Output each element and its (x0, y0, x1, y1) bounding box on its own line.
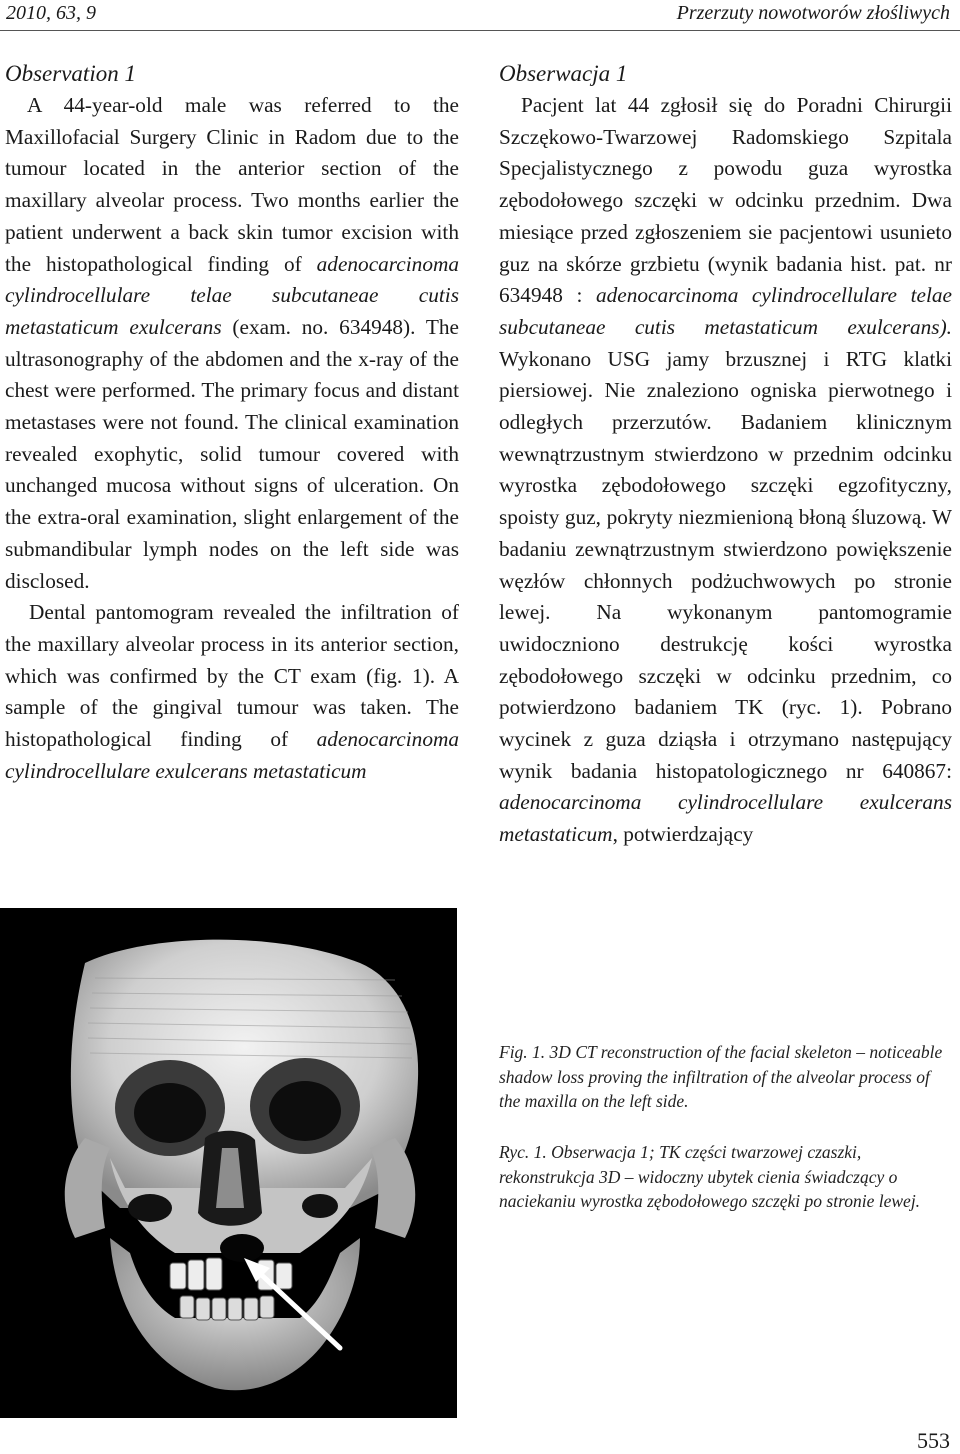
figure-caption-pl (499, 1140, 954, 1214)
paragraph-pl-1 (499, 90, 952, 851)
diagnosis-italic: adenocarcinoma cylindrocellulare exulcerans metastaticum (5, 727, 459, 783)
diagnosis-italic: adenocarcinoma cylindrocellulare telae subcutaneae cutis metastaticum exulcerans). (499, 283, 952, 339)
header-rule (0, 30, 960, 31)
text: (exam. no. 634948). The ultrasonography of the abdomen and the x-ray of the chest were performed. The primary focus and distant metastases were not found. The clinical examination revealed exophytic, solid tumour covered with unchanged mucosa without signs of ulceration. On the extra-oral examination, slight enlargement of the submandibular lymph nodes on the left side was disclosed. (5, 314, 459, 593)
caption-en: Fig. 1. 3D CT reconstruction of the facial skeleton – noticeable shadow loss proving the infiltration of the alveolar process of the maxilla on the left side. (499, 1042, 943, 1112)
caption-pl: Ryc. 1. Obserwacja 1; TK części twarzowej czaszki, rekonstrukcja 3D – widoczny ubytek cienia świadczący o naciekaniu wyrostka zębodołowego szczęki po stronie lewej. (499, 1142, 921, 1212)
section-heading-pl: Obserwacja 1 (499, 61, 628, 86)
diagnosis-italic: adenocarcinoma cylindrocellulare telae subcutaneae cutis metastaticum exulcerans (5, 251, 459, 339)
diagnosis-italic: adenocarcinoma cylindrocellulare exulcerans metastaticum (499, 790, 952, 847)
paragraph-en-2 (5, 597, 459, 787)
running-title: Przerzuty nowotworów złośliwych (676, 2, 950, 24)
text: Dental pantomogram revealed the infiltration of the maxillary alveolar process in its anterior section, which was confirmed by the CT exam (fig. 1). A sample of the gingival tumour was taken. The histopathological finding of (5, 600, 459, 752)
english-column (5, 58, 459, 787)
text: A 44-year-old male was referred to the Maxillofacial Surgery Clinic in Radom due to the tumour located in the anterior section of the maxillary alveolar process. Two months earlier the patient underwent a back skin tumor excision with the histopathological finding of (5, 93, 459, 276)
journal-citation: 2010, 63, 9 (6, 2, 96, 24)
skull-image (0, 908, 457, 1418)
running-header (0, 0, 960, 32)
figure-caption-en (499, 1040, 954, 1114)
text: Wykonano USG jamy brzusznej i RTG klatki piersiowej. Nie znaleziono ogniska pierwotnego i odległych przerzutów. Badaniem klinicznym wewnątrzustnym stwierdzono w przednim odcinku wyrostka zębodołowego szczęki egzofityczny, spoisty guz, pokryty niezmienioną błoną śluzową. W badaniu zewnątrzustnym stwierdzono powiększenie węzłów chłonnych podżuchwowych po stronie lewej. Na wykonanym pantomogramie uwidoczniono destrukcję kości wyrostka zębodołowego szczęki w odcinku przednim, co potwierdzono badaniem TK (ryc. 1). Pobrano wycinek z guza dziąsła i otrzymano następujący wynik badania histopatologicznego nr 640867: (499, 346, 952, 783)
text: , potwierdzający (612, 822, 754, 847)
paragraph-en-1 (5, 90, 459, 597)
page-number: 553 (917, 1428, 950, 1453)
section-heading-en: Observation 1 (5, 61, 136, 86)
polish-column (499, 58, 952, 851)
ct-reconstruction-figure (0, 908, 457, 1418)
text: Pacjent lat 44 zgłosił się do Poradni Chirurgii Szczękowo-Twarzowej Radomskiego Szpitala Specjalistycznego z powodu guza wyrostka zębodołowego szczęki w odcinku przednim. Dwa miesiące przed zgłoszeniem sie pacjentowi usunieto guz na skórze grzbietu (wynik badania hist. pat. nr 634948 : (499, 93, 952, 308)
